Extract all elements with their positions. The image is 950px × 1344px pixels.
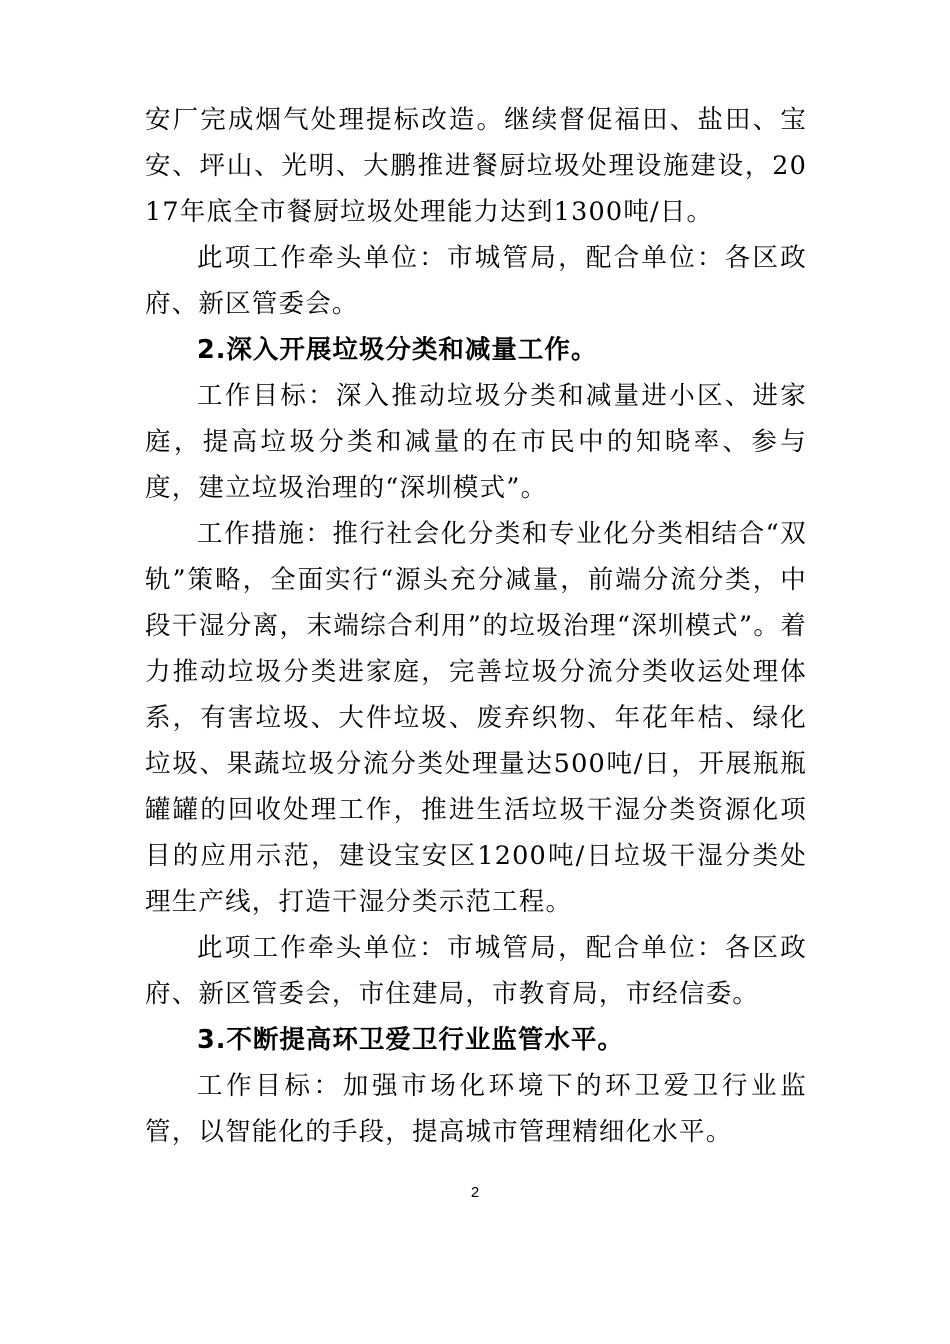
paragraph-6: 工作目标：加强市场化环境下的环卫爱卫行业监管，以智能化的手段，提高城市管理精细化水平。 <box>145 1071 807 1147</box>
paragraph-5: 此项工作牵头单位：市城管局，配合单位：各区政府、新区管委会，市住建局，市教育局，市经信委。 <box>145 933 807 1009</box>
paragraph-3: 工作目标：深入推动垃圾分类和减量进小区、进家庭，提高垃圾分类和减量的在市民中的知晓率、参与度，建立垃圾治理的“深圳模式”。 <box>145 381 807 503</box>
page-number: 2 <box>470 1184 480 1201</box>
paragraph-4: 工作措施：推行社会化分类和专业化分类相结合“双轨”策略，全面实行“源头充分减量，前端分流分类，中段干湿分离，末端综合利用”的垃圾治理“深圳模式”。着力推动垃圾分类进家庭，完善垃圾分流分类收运处理体系，有害垃圾、大件垃圾、废弃织物、年花年桔、绿化垃圾、果蔬垃圾分流分类处理量达500吨/日，开展瓶瓶罐罐的回收处理工作，推进生活垃圾干湿分类资源化项目的应用示范，建设宝安区1200吨/日垃圾干湿分类处理生产线，打造干湿分类示范工程。 <box>145 519 807 917</box>
section-heading-3: 3.不断提高环卫爱卫行业监管水平。 <box>197 1025 624 1055</box>
section-heading-2: 2.深入开展垃圾分类和减量工作。 <box>197 335 598 365</box>
document-body <box>145 97 807 1155</box>
paragraph-2: 此项工作牵头单位：市城管局，配合单位：各区政府、新区管委会。 <box>145 243 807 319</box>
paragraph-1: 安厂完成烟气处理提标改造。继续督促福田、盐田、宝安、坪山、光明、大鹏推进餐厨垃圾处理设施建设，2017年底全市餐厨垃圾处理能力达到1300吨/日。 <box>145 105 807 227</box>
